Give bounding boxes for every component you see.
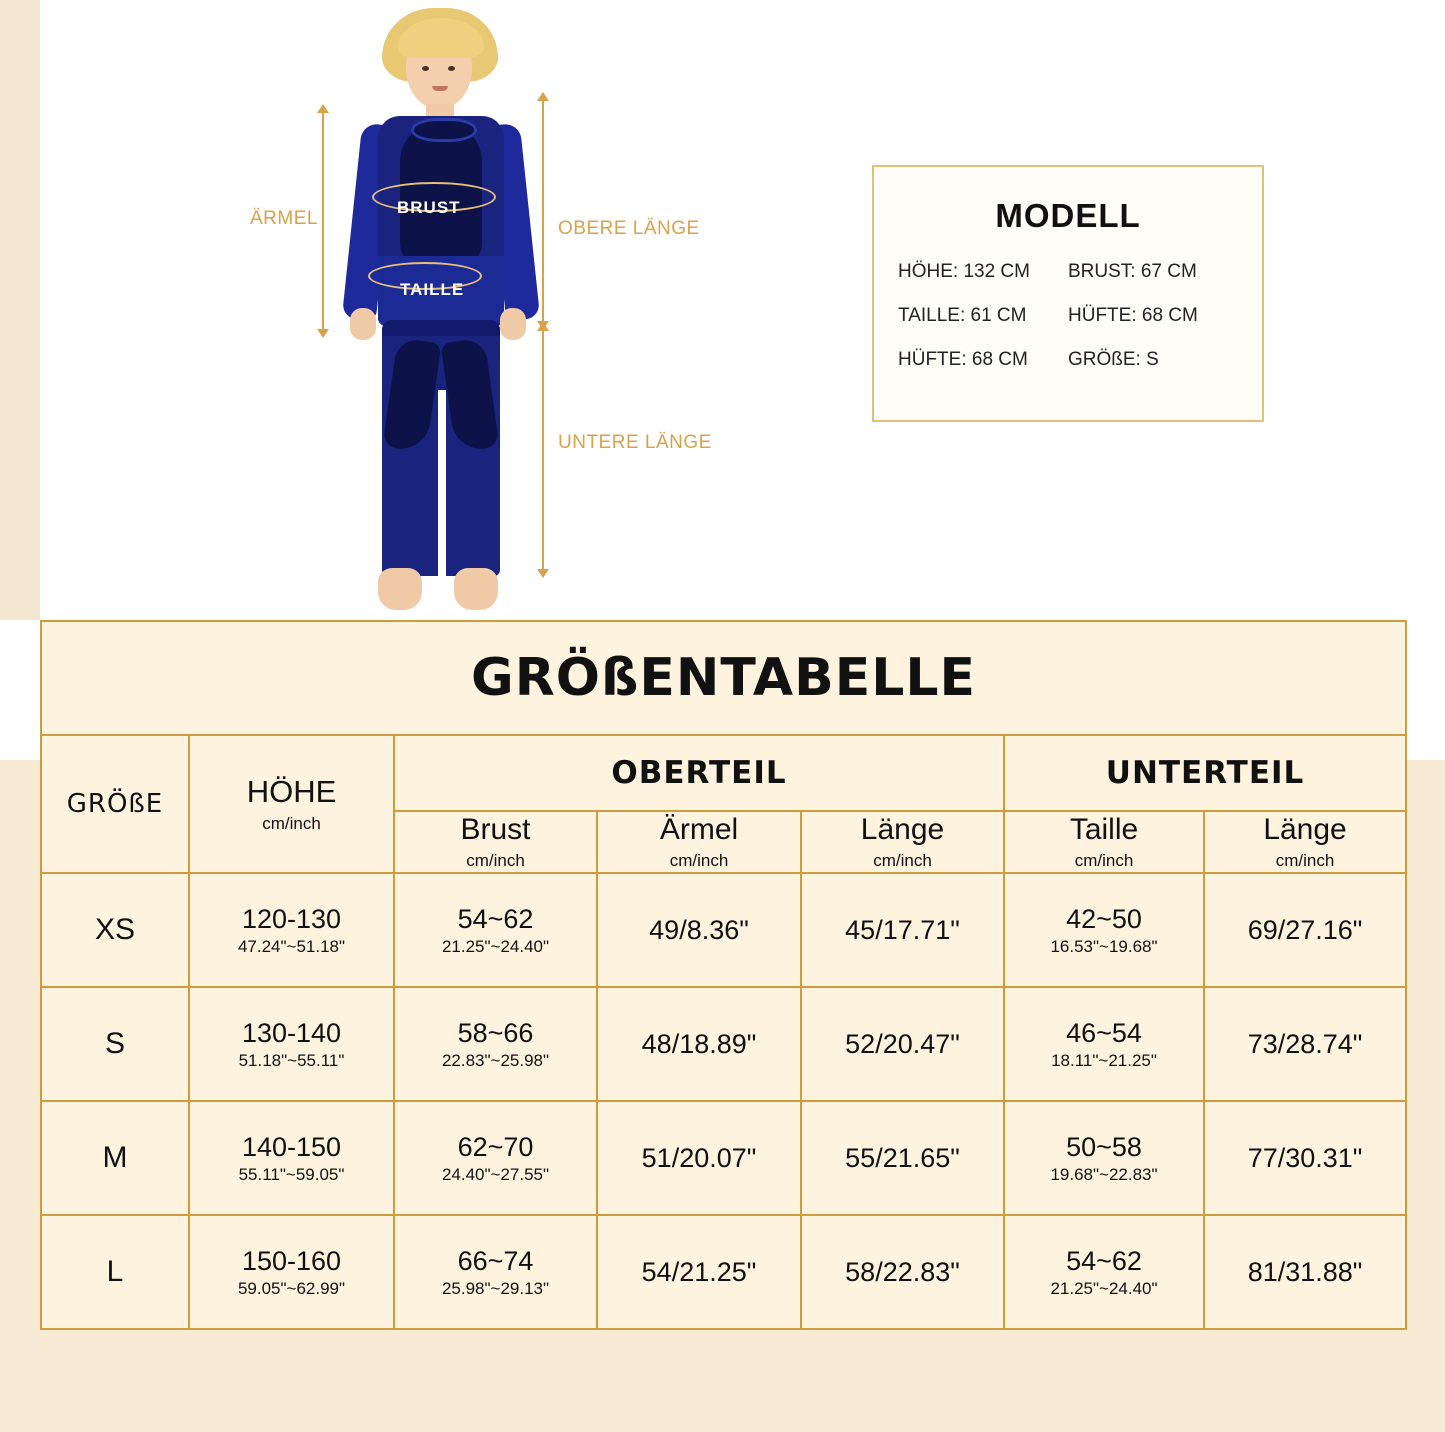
hand-left: [350, 308, 376, 340]
size-chart-table: [40, 620, 1407, 1330]
bottom-panel-right: [441, 337, 500, 452]
model-info-height: HÖHE: 132 CM: [898, 261, 1030, 282]
cell-sleeve: 54/21.25": [597, 1215, 801, 1329]
table-row: [41, 1101, 1406, 1215]
cell-height: 130-140 51.18"~55.11": [189, 987, 394, 1101]
model-info-box: [872, 165, 1264, 422]
foot-right: [454, 568, 498, 610]
header-sleeve: Ärmel cm/inch: [597, 811, 801, 873]
cell-bottom-length: 69/27.16": [1204, 873, 1406, 987]
illustration-area: [0, 0, 1445, 620]
eye-left: [422, 66, 429, 71]
upper-length-measure-line: [542, 100, 544, 322]
cell-size: M: [41, 1101, 189, 1215]
cell-sleeve: 49/8.36": [597, 873, 801, 987]
cell-bottom-length: 81/31.88": [1204, 1215, 1406, 1329]
sleeve-measure-line: [322, 112, 324, 330]
cell-height: 140-150 55.11"~59.05": [189, 1101, 394, 1215]
model-info-hip: HÜFTE: 68 CM: [1068, 305, 1198, 326]
cell-size: XS: [41, 873, 189, 987]
foot-left: [378, 568, 422, 610]
cell-top-length: 58/22.83": [801, 1215, 1004, 1329]
cell-height: 120-130 47.24"~51.18": [189, 873, 394, 987]
label-upper-length: OBERE LÄNGE: [558, 218, 700, 239]
cell-waist: 54~62 21.25"~24.40": [1004, 1215, 1204, 1329]
label-sleeve: ÄRMEL: [250, 208, 318, 229]
thermal-bottom: [382, 320, 500, 576]
header-bottom-length: Länge cm/inch: [1204, 811, 1406, 873]
mouth: [432, 86, 448, 91]
cell-bottom-length: 73/28.74": [1204, 987, 1406, 1101]
header-chest: Brust cm/inch: [394, 811, 597, 873]
cell-size: L: [41, 1215, 189, 1329]
cell-chest: 54~62 21.25"~24.40": [394, 873, 597, 987]
model-info-chest: BRUST: 67 CM: [1068, 261, 1197, 282]
header-top-length: Länge cm/inch: [801, 811, 1004, 873]
model-info-size: GRÖßE: S: [1068, 349, 1159, 370]
cell-sleeve: 51/20.07": [597, 1101, 801, 1215]
cell-waist: 42~50 16.53"~19.68": [1004, 873, 1204, 987]
model-figure: [330, 8, 550, 616]
label-chest: BRUST: [397, 198, 461, 217]
header-waist: Taille cm/inch: [1004, 811, 1204, 873]
table-row: [41, 873, 1406, 987]
cell-top-length: 52/20.47": [801, 987, 1004, 1101]
header-height: HÖHE cm/inch: [189, 735, 394, 873]
header-group-top: OBERTEIL: [394, 735, 1004, 811]
cell-chest: 58~66 22.83"~25.98": [394, 987, 597, 1101]
lower-length-measure-line: [542, 330, 544, 570]
cell-height: 150-160 59.05"~62.99": [189, 1215, 394, 1329]
table-row: [41, 987, 1406, 1101]
left-beige-strip: [0, 0, 40, 620]
header-group-bottom: UNTERTEIL: [1004, 735, 1406, 811]
size-chart: [40, 620, 1405, 1330]
header-size: GRÖßE: [41, 735, 189, 873]
cell-top-length: 55/21.65": [801, 1101, 1004, 1215]
waistband: [382, 320, 500, 336]
model-head: [382, 8, 498, 116]
collar: [411, 118, 477, 142]
cell-waist: 46~54 18.11"~21.25": [1004, 987, 1204, 1101]
model-info-waist: TAILLE: 61 CM: [898, 305, 1027, 326]
cell-waist: 50~58 19.68"~22.83": [1004, 1101, 1204, 1215]
model-info-grid: [874, 261, 1262, 371]
cell-top-length: 45/17.71": [801, 873, 1004, 987]
cell-chest: 62~70 24.40"~27.55": [394, 1101, 597, 1215]
size-chart-title: GRÖßENTABELLE: [41, 621, 1406, 735]
hand-right: [500, 308, 526, 340]
eye-right: [448, 66, 455, 71]
cell-size: S: [41, 987, 189, 1101]
table-row: [41, 1215, 1406, 1329]
cell-bottom-length: 77/30.31": [1204, 1101, 1406, 1215]
cell-sleeve: 48/18.89": [597, 987, 801, 1101]
model-info-hip-2: HÜFTE: 68 CM: [898, 349, 1028, 370]
model-info-title: MODELL: [995, 197, 1141, 234]
label-lower-length: UNTERE LÄNGE: [558, 432, 712, 453]
label-waist: TAILLE: [400, 280, 465, 299]
bottom-panel-left: [383, 337, 442, 452]
legs-gap: [438, 390, 446, 576]
cell-chest: 66~74 25.98"~29.13": [394, 1215, 597, 1329]
